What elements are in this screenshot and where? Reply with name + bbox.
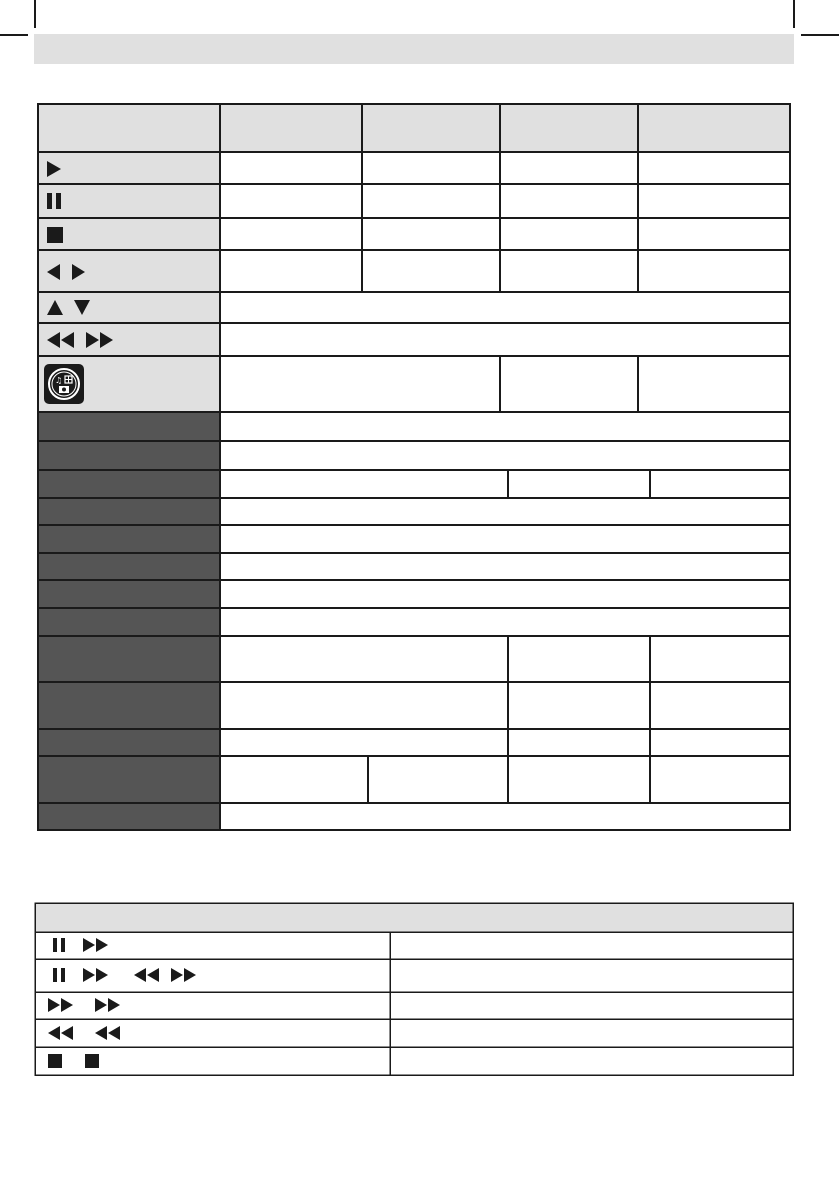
rewind-icon (133, 967, 161, 983)
pause-icon (52, 967, 66, 983)
svg-text:♫: ♫ (55, 376, 63, 385)
stop-icon (84, 1053, 100, 1069)
stop-icon (47, 1053, 63, 1069)
fast-forward-icon (94, 997, 122, 1013)
fast-forward-icon (170, 967, 198, 983)
fast-forward-icon (82, 967, 110, 983)
fast-forward-icon (47, 997, 75, 1013)
rewind-icon (94, 1025, 122, 1041)
fast-forward-icon (82, 937, 110, 953)
rewind-icon (47, 1025, 75, 1041)
pause-icon (52, 937, 66, 953)
